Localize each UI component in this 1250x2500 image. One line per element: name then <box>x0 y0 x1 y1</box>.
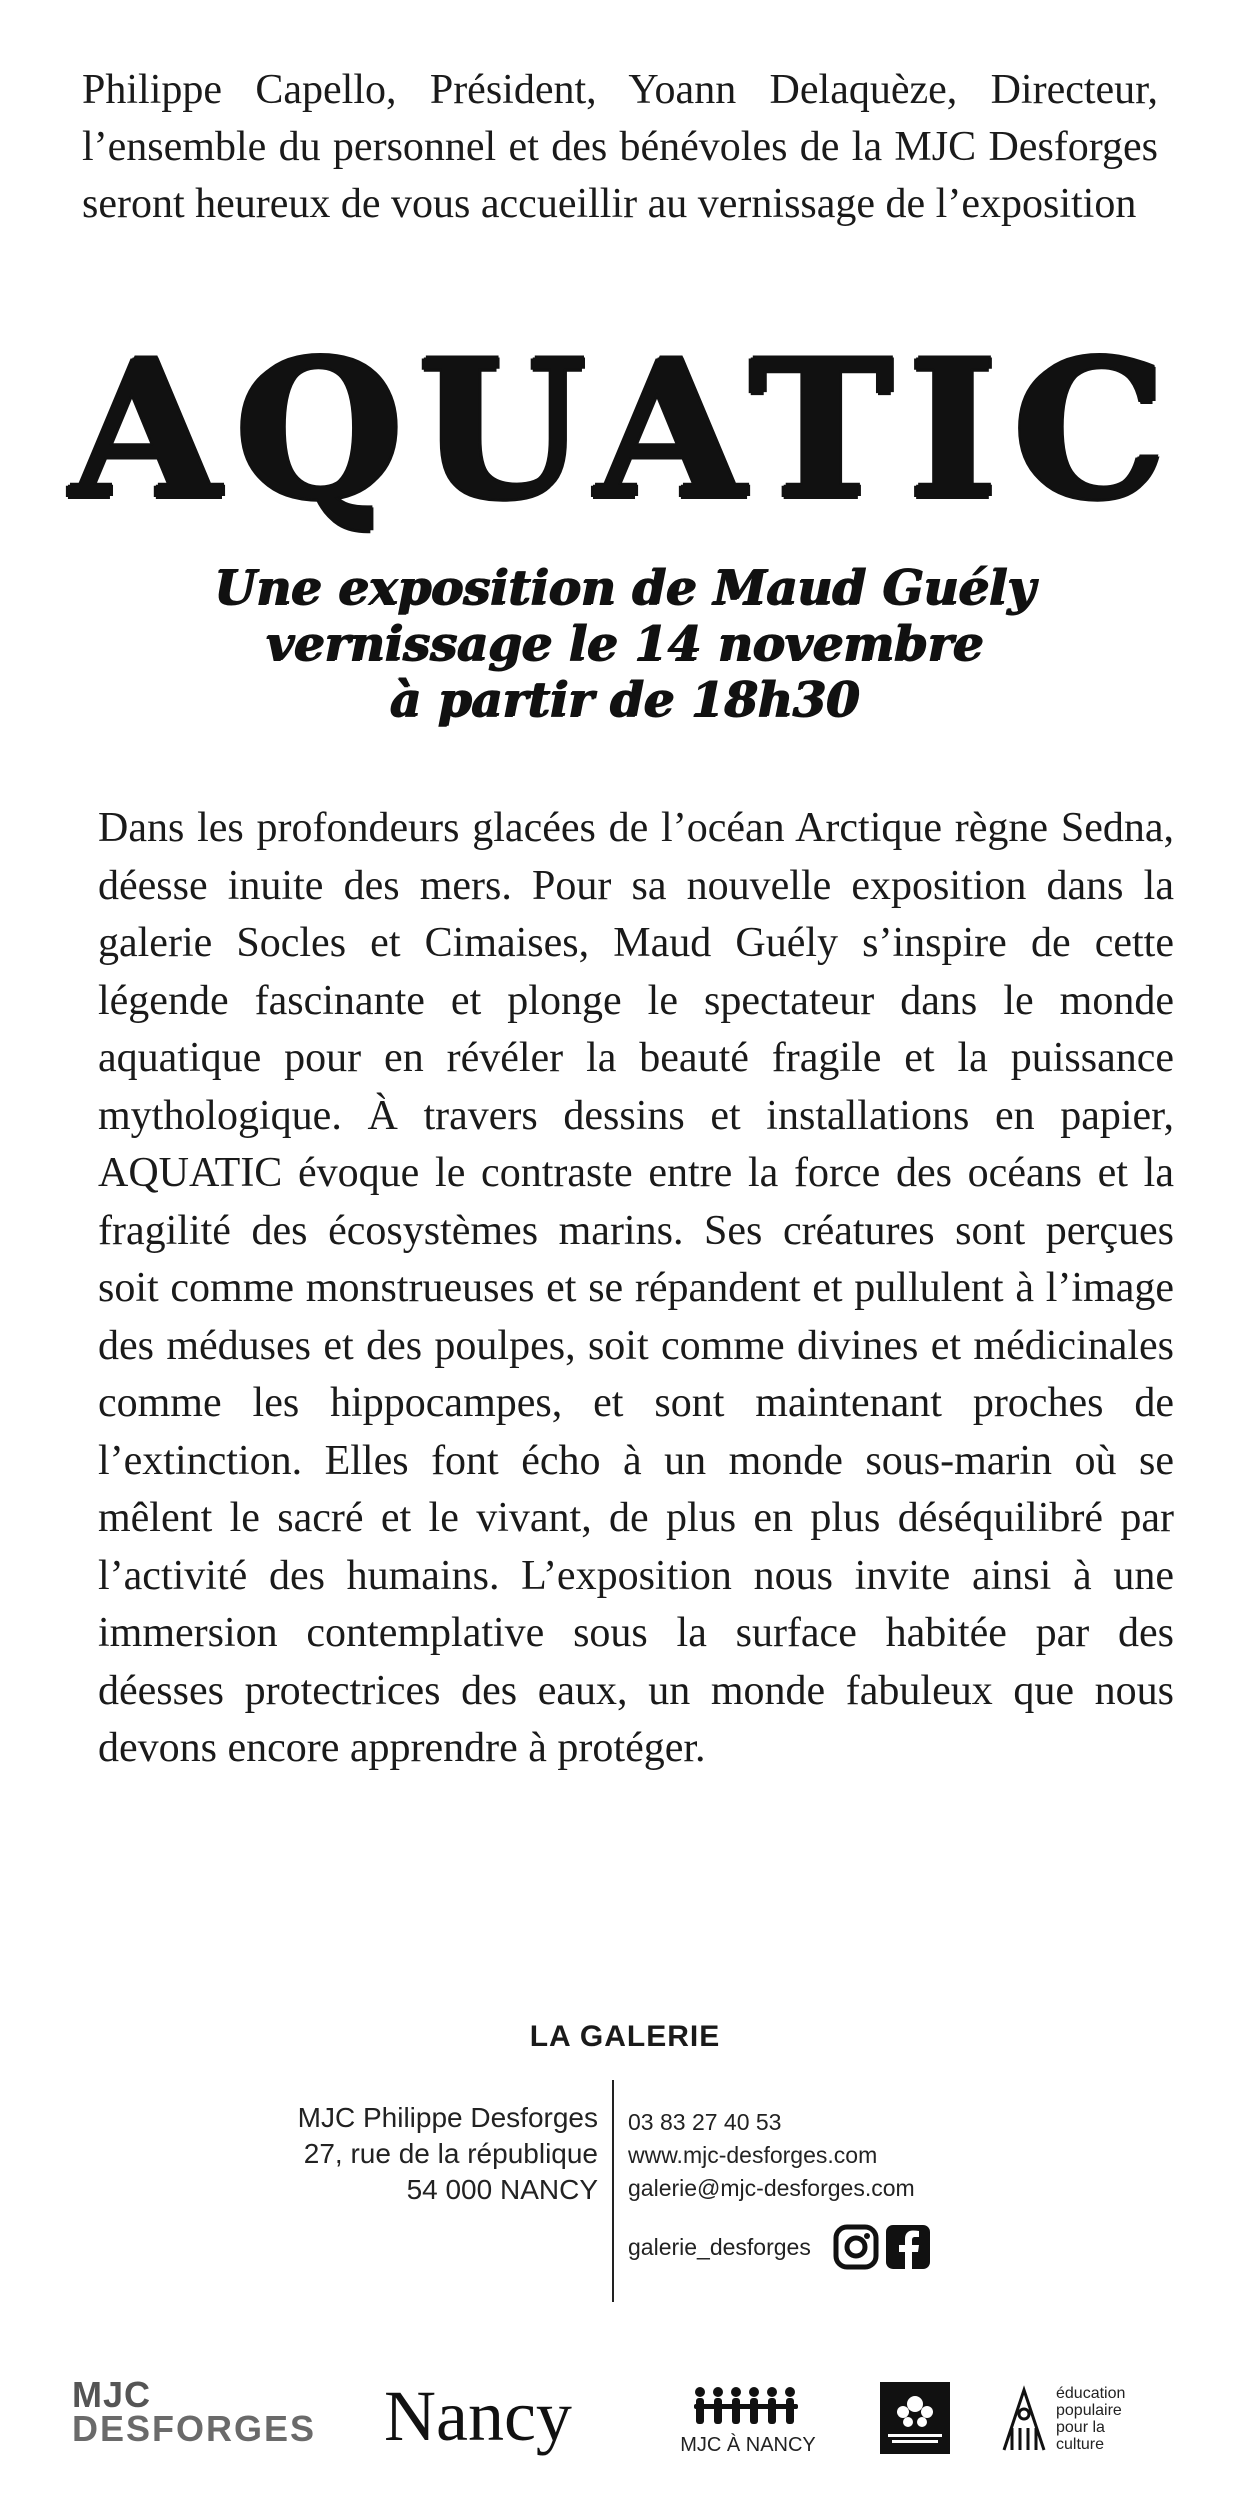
facebook-icon[interactable] <box>885 2224 931 2270</box>
partner-logos <box>0 2370 1250 2480</box>
address-line: MJC Philippe Desforges <box>297 2102 598 2133</box>
mjc-a-nancy-logo <box>668 2384 828 2457</box>
social-links <box>628 2224 937 2270</box>
address-line: 54 000 NANCY <box>406 2174 598 2205</box>
website-link[interactable]: www.mjc-desforges.com <box>628 2142 878 2168</box>
address-line: 27, rue de la république <box>303 2138 598 2169</box>
education-populaire-text <box>1056 2385 1125 2453</box>
gallery-contact <box>628 2106 915 2205</box>
allocations-familiales-emblem <box>880 2382 950 2454</box>
allocations-familiales-logo <box>880 2382 950 2459</box>
mjc-a-nancy-text: MJC À NANCY <box>680 2434 816 2456</box>
exhibition-title: AQUATIC <box>69 318 1181 541</box>
email-link[interactable]: galerie@mjc-desforges.com <box>628 2175 915 2201</box>
phone-number[interactable]: 03 83 27 40 53 <box>628 2109 782 2135</box>
edu-line: pour la <box>1056 2419 1105 2436</box>
logo-desforges-text: DESFORGES <box>72 2408 317 2449</box>
exhibition-description: Dans les profondeurs glacées de l’océan Arctique règne Sedna, déesse inuite des mers. Pour sa nouvelle exposition dans la galerie Socles et Cimaises, Maud Guély s’inspire de cette légende fascinante et plonge le spectateur dans le monde aquatique pour en révéler la beauté fragile et la puissance mythologique. À travers dessins et installations en papier, AQUATIC évoque le contraste entre la force des océans et la fragilité des écosystèmes marins. Ses créatures sont perçues soit comme monstrueuses et se répandent et pullulent à l’image des méduses et des poulpes, soit comme divines et médicinales comme les hippocampes, et sont maintenant proches de l’extinction. Elles font écho à un monde sous-marin où se mêlent le sacré et le vivant, de plus en plus déséquilibré par l’activité des humains. L’exposition nous invite ainsi à une immersion contemplative sous la surface habitée par des déesses protectrices des eaux, un monde fabuleux que nous devons encore apprendre à protéger. <box>98 805 1174 1771</box>
subtitle-vernissage-date: vernissage le 14 novembre <box>266 616 984 672</box>
edu-line: populaire <box>1056 2402 1122 2419</box>
subtitle-artist: Une exposition de Maud Guély <box>214 560 1036 616</box>
instagram-icon[interactable] <box>833 2224 879 2270</box>
edu-line: culture <box>1056 2436 1105 2453</box>
logo-mjc-text: MJC <box>72 2374 152 2415</box>
exhibition-subtitle <box>0 560 1250 728</box>
contact-divider <box>612 2080 614 2302</box>
gallery-address <box>298 2100 598 2208</box>
social-handle[interactable]: galerie_desforges <box>628 2233 811 2260</box>
people-icon <box>688 2384 808 2428</box>
edu-line: éducation <box>1056 2385 1126 2402</box>
education-populaire-emblem <box>1000 2384 1048 2454</box>
gallery-heading: LA GALERIE <box>529 2020 721 2053</box>
education-populaire-logo <box>1000 2384 1125 2454</box>
invitation-intro: Philippe Capello, Président, Yoann Delaquèze, Directeur, l’ensemble du personnel et des bénévoles de la MJC Desforges seront heureux de vous accueillir au vernissage de l’exposition <box>82 67 1158 227</box>
subtitle-time: à partir de 18h30 <box>390 672 860 728</box>
nancy-logo: Nancy <box>384 2376 572 2456</box>
mjc-desforges-logo <box>72 2374 317 2449</box>
